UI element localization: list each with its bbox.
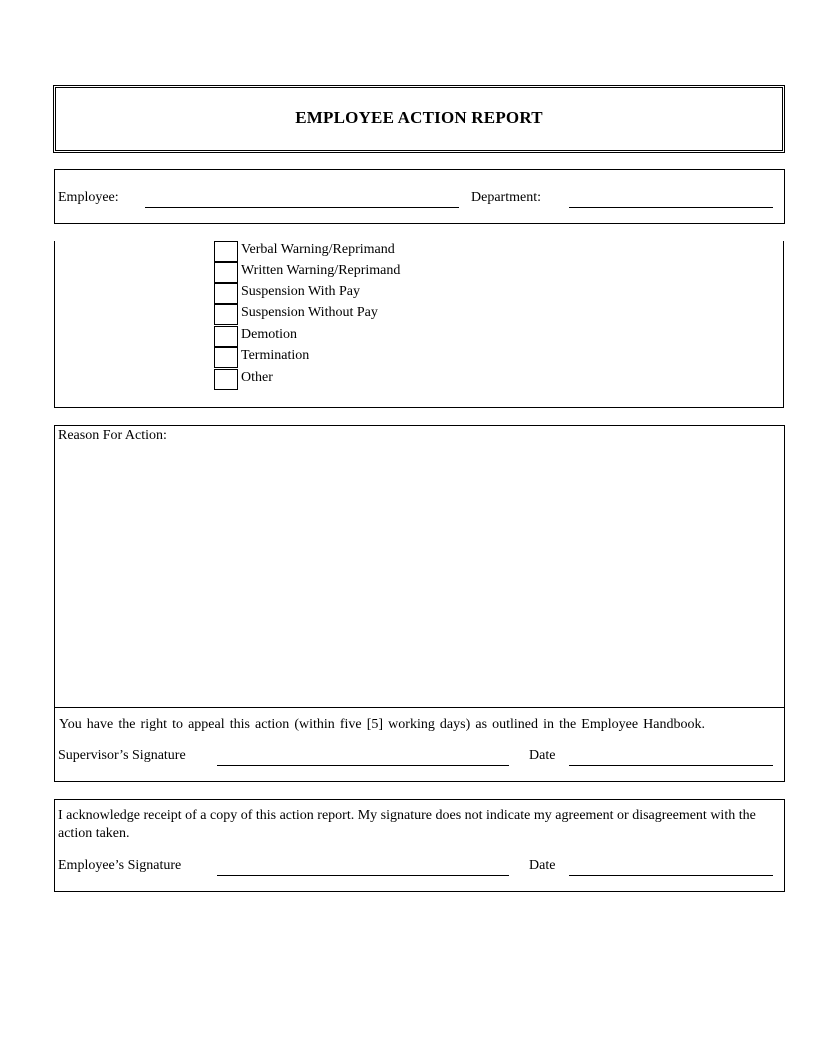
employee-label: Employee: bbox=[58, 190, 119, 205]
supervisor-signature-field[interactable] bbox=[217, 765, 509, 766]
checkbox-verbal-warning[interactable] bbox=[214, 241, 238, 262]
checkbox-termination[interactable] bbox=[214, 347, 238, 368]
option-label: Written Warning/Reprimand bbox=[241, 263, 401, 278]
title-box bbox=[53, 85, 785, 153]
employee-field[interactable] bbox=[145, 207, 459, 208]
department-field[interactable] bbox=[569, 207, 773, 208]
action-type-section bbox=[54, 241, 784, 408]
divider bbox=[55, 707, 784, 708]
reason-label: Reason For Action: bbox=[58, 428, 167, 443]
option-label: Verbal Warning/Reprimand bbox=[241, 242, 395, 257]
employee-date-field[interactable] bbox=[569, 875, 773, 876]
supervisor-date-field[interactable] bbox=[569, 765, 773, 766]
checkbox-suspension-with-pay[interactable] bbox=[214, 283, 238, 304]
checkbox-suspension-without-pay[interactable] bbox=[214, 304, 238, 325]
page-title: EMPLOYEE ACTION REPORT bbox=[295, 108, 543, 127]
acknowledgement-section bbox=[54, 799, 785, 892]
checkbox-other[interactable] bbox=[214, 369, 238, 390]
checkbox-demotion[interactable] bbox=[214, 326, 238, 347]
option-label: Other bbox=[241, 370, 273, 385]
employee-signature-field[interactable] bbox=[217, 875, 509, 876]
employee-date-label: Date bbox=[529, 858, 556, 873]
department-label: Department: bbox=[471, 190, 541, 205]
reason-text-area[interactable] bbox=[55, 446, 784, 704]
option-label: Demotion bbox=[241, 327, 297, 342]
supervisor-date-label: Date bbox=[529, 748, 556, 763]
checkbox-written-warning[interactable] bbox=[214, 262, 238, 283]
appeal-notice: You have the right to appeal this action (within five [5] working days) as outlined in the Employee Handbook. bbox=[59, 717, 705, 732]
reason-section bbox=[54, 425, 785, 782]
acknowledgement-text: I acknowledge receipt of a copy of this action report. My signature does not indicate my agreement or disagreement with the action taken. bbox=[58, 808, 756, 841]
supervisor-signature-label: Supervisor’s Signature bbox=[58, 748, 186, 763]
employee-signature-label: Employee’s Signature bbox=[58, 858, 182, 873]
option-label: Suspension With Pay bbox=[241, 284, 360, 299]
option-label: Suspension Without Pay bbox=[241, 305, 378, 320]
employee-info-section bbox=[54, 169, 785, 224]
option-label: Termination bbox=[241, 348, 310, 363]
